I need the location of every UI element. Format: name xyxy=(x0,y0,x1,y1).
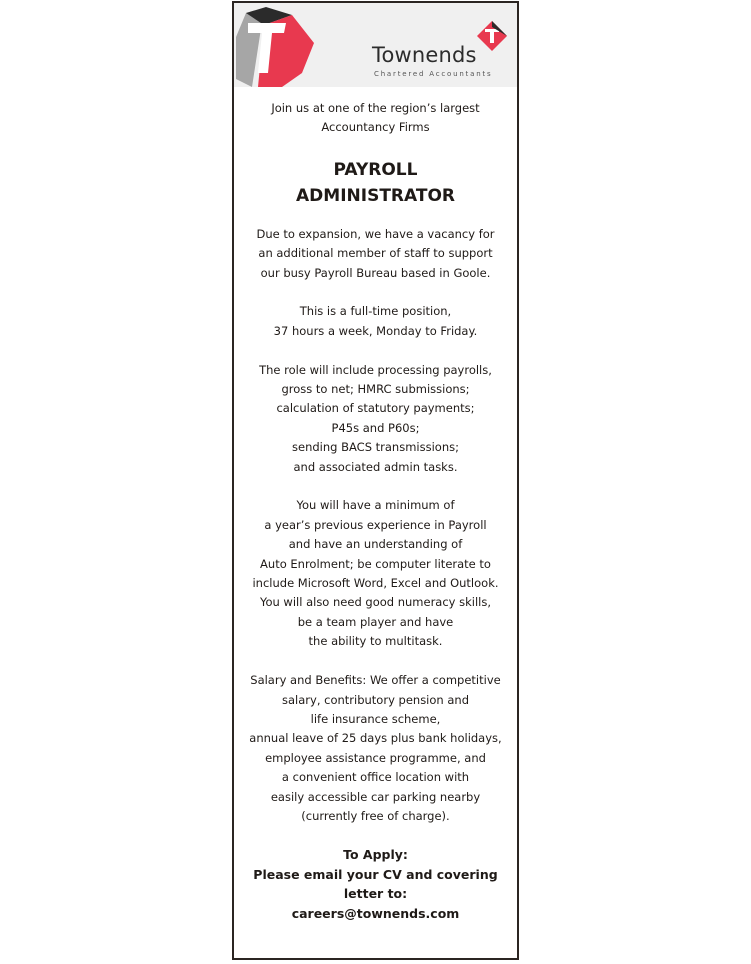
paragraph-line: calculation of statutory payments; xyxy=(276,401,475,416)
role-paragraph xyxy=(234,361,517,477)
paragraph-line: be a team player and have xyxy=(297,614,454,629)
paragraph-line: annual leave of 25 days plus bank holidays, xyxy=(249,731,502,746)
paragraph-line: You will also need good numeracy skills, xyxy=(259,595,492,610)
brand-name: Townends xyxy=(372,43,477,67)
intro-line: Accountancy Firms xyxy=(321,120,430,135)
paragraph-line: You will have a minimum of xyxy=(296,498,455,513)
apply-section xyxy=(234,845,517,923)
brand-subtitle: Chartered Accountants xyxy=(374,70,493,78)
requirements-paragraph xyxy=(234,496,517,651)
apply-email: careers@townends.com xyxy=(291,905,460,921)
paragraph-spacer xyxy=(234,652,517,671)
paragraph-line: The role will include processing payrolls, xyxy=(259,362,492,377)
paragraph-line: and associated admin tasks. xyxy=(293,459,458,474)
paragraph-line: a convenient office location with xyxy=(281,770,470,785)
paragraph-line: life insurance scheme, xyxy=(310,711,441,726)
intro-text xyxy=(234,99,517,138)
paragraph-line: and have an understanding of xyxy=(288,537,463,552)
apply-instruction: Please email your CV and covering xyxy=(253,866,498,882)
apply-heading: To Apply: xyxy=(343,847,408,863)
paragraph-line: (currently free of charge). xyxy=(301,808,450,823)
job-title-line: ADMINISTRATOR xyxy=(296,185,455,206)
advert-header xyxy=(234,3,517,87)
paragraph-spacer xyxy=(234,341,517,360)
townends-small-logo-icon xyxy=(477,21,507,51)
paragraph-line: include Microsoft Word, Excel and Outlook. xyxy=(252,576,499,591)
job-title xyxy=(234,157,517,209)
paragraph-line: easily accessible car parking nearby xyxy=(270,789,481,804)
paragraph-line: This is a full-time position, xyxy=(299,304,452,319)
paragraph-line: Salary and Benefits: We offer a competitive xyxy=(250,673,501,688)
hours-paragraph xyxy=(234,302,517,341)
paragraph-line: a year’s previous experience in Payroll xyxy=(264,517,487,532)
paragraph-line: 37 hours a week, Monday to Friday. xyxy=(273,323,478,338)
paragraph-line: gross to net; HMRC submissions; xyxy=(281,382,470,397)
paragraph-line: Auto Enrolment; be computer literate to xyxy=(260,556,491,571)
townends-t-logo-icon xyxy=(234,7,314,87)
paragraph-line: our busy Payroll Bureau based in Goole. xyxy=(260,265,491,280)
paragraph-line: P45s and P60s; xyxy=(331,420,420,435)
paragraph-spacer xyxy=(234,477,517,496)
benefits-paragraph xyxy=(234,671,517,826)
paragraph-line: employee assistance programme, and xyxy=(265,750,486,765)
intro-line: Join us at one of the region’s largest xyxy=(271,101,480,115)
paragraph-line: sending BACS transmissions; xyxy=(292,440,459,455)
paragraph-line: Due to expansion, we have a vacancy for xyxy=(256,226,495,241)
paragraph-line: the ability to multitask. xyxy=(308,634,443,649)
apply-instruction: letter to: xyxy=(343,886,408,902)
paragraph-line: salary, contributory pension and xyxy=(282,692,469,707)
paragraph-line: an additional member of staff to support xyxy=(258,246,493,261)
expansion-paragraph xyxy=(234,225,517,283)
job-title-line: PAYROLL xyxy=(333,159,418,180)
advert-body xyxy=(234,99,517,923)
job-advert xyxy=(232,1,519,960)
paragraph-spacer xyxy=(234,283,517,302)
